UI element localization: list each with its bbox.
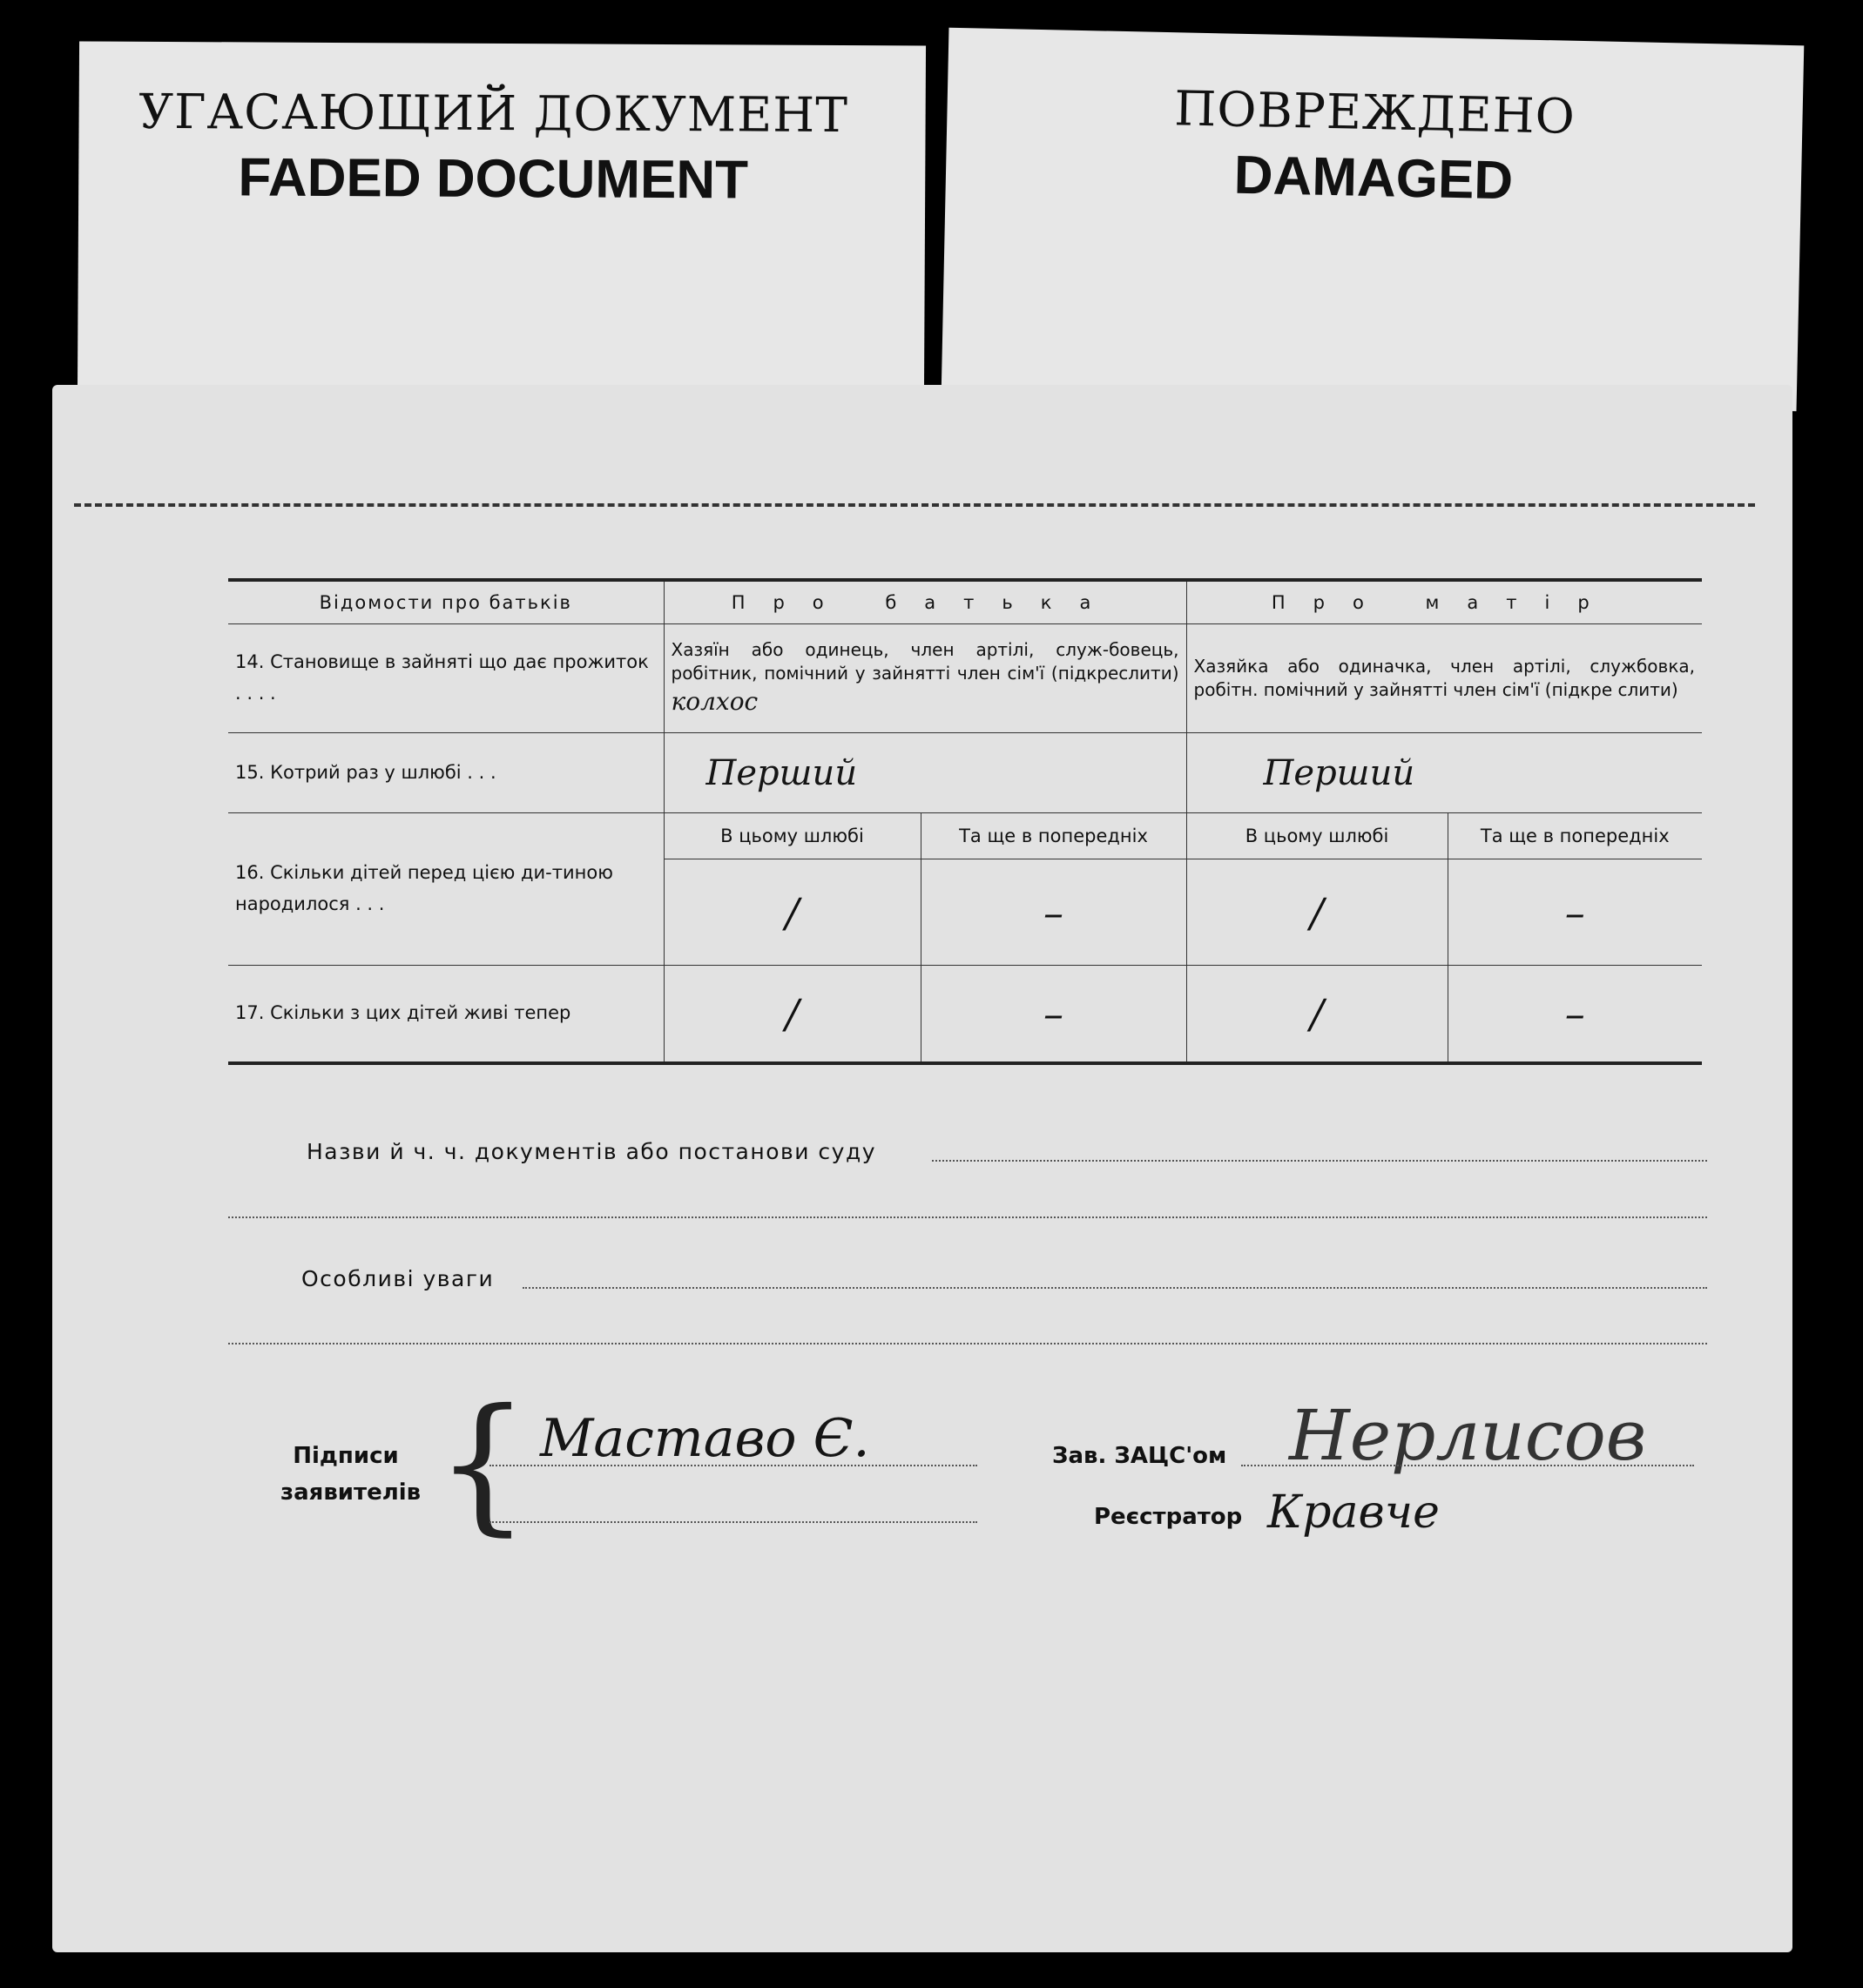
- row17-mother-this: /: [1186, 966, 1448, 1063]
- head-label: Зав. ЗАЦС'ом: [1052, 1443, 1227, 1469]
- row15-mother: [1186, 733, 1702, 813]
- applicants-label: Підписи заявителів: [280, 1443, 422, 1506]
- faded-document-ru: УГАСАЮЩИЙ ДОКУМЕНТ: [138, 83, 849, 144]
- applicant-line-1: [489, 1465, 977, 1466]
- row14-mother: Хазяйка або одиначка, член артілі, службовка, робітн. помічний у зайнятті член сім'ї (підкре слити): [1186, 624, 1702, 733]
- row15-label: 15. Котрий раз у шлюбі . . .: [228, 733, 664, 813]
- row16-mother-this: /: [1186, 859, 1448, 966]
- damaged-en: DAMAGED: [1233, 145, 1514, 212]
- remarks-label: Особливі уваги: [301, 1266, 495, 1291]
- head-line: [1241, 1465, 1694, 1466]
- row17-father-prev: –: [921, 966, 1186, 1063]
- row16-label: 16. Скільки дітей перед цією ди-тиною народилося . . .: [228, 813, 664, 966]
- perforation-line: [74, 503, 1755, 507]
- row14-father: [664, 624, 1186, 733]
- remarks-line-2: [228, 1343, 1707, 1344]
- row17-label: 17. Скільки з цих дітей живі тепер: [228, 966, 664, 1063]
- row14-label: 14. Становище в зайняті що дає прожиток . . . .: [228, 624, 664, 733]
- head-signature: Нерлисов: [1289, 1395, 1647, 1476]
- parents-info-table: [228, 578, 1702, 1065]
- row17-father-this: /: [664, 966, 921, 1063]
- row16-mother-prev: –: [1448, 859, 1702, 966]
- row14-father-text: Хазяїн або одинець, член артілі, служ-бовець, робітник, помічний у зайнятті член сім'ї (підкреслити): [671, 639, 1179, 684]
- row17-mother-prev: –: [1448, 966, 1702, 1063]
- registrar-signature: Кравче: [1267, 1486, 1440, 1539]
- sub-mother-this: В цьому шлюбі: [1186, 813, 1448, 859]
- row15-father-handwriting: Перший: [705, 752, 858, 793]
- applicant-signature: Маставо Є.: [540, 1408, 870, 1469]
- row16-father-this: /: [664, 859, 921, 966]
- damaged-ru: ПОВРЕЖДЕНО: [1173, 80, 1576, 145]
- row16-father-prev: –: [921, 859, 1186, 966]
- faded-document-card: [78, 41, 926, 398]
- header-father: Про батька: [664, 580, 1186, 624]
- documents-line: [932, 1160, 1707, 1162]
- sub-father-prev: Та ще в попередніх: [921, 813, 1186, 859]
- applicants-brace: {: [435, 1378, 530, 1550]
- row15-father: [664, 733, 1186, 813]
- remarks-line: [523, 1287, 1707, 1289]
- sub-mother-prev: Та ще в попередніх: [1448, 813, 1702, 859]
- documents-label: Назви й ч. ч. документів або постанови суду: [307, 1139, 877, 1164]
- applicant-line-2: [489, 1521, 977, 1523]
- faded-document-en: FADED DOCUMENT: [238, 147, 749, 211]
- documents-line-2: [228, 1216, 1707, 1218]
- document-sheet: [52, 385, 1792, 1952]
- row15-mother-handwriting: Перший: [1263, 752, 1415, 793]
- header-mother: Про матір: [1186, 580, 1702, 624]
- sub-father-this: В цьому шлюбі: [664, 813, 921, 859]
- registrar-label: Реєстратор: [1094, 1504, 1243, 1530]
- row14-father-handwriting: колхос: [671, 687, 759, 717]
- header-section: Відомости про батьків: [228, 580, 664, 624]
- damaged-card: [942, 28, 1805, 411]
